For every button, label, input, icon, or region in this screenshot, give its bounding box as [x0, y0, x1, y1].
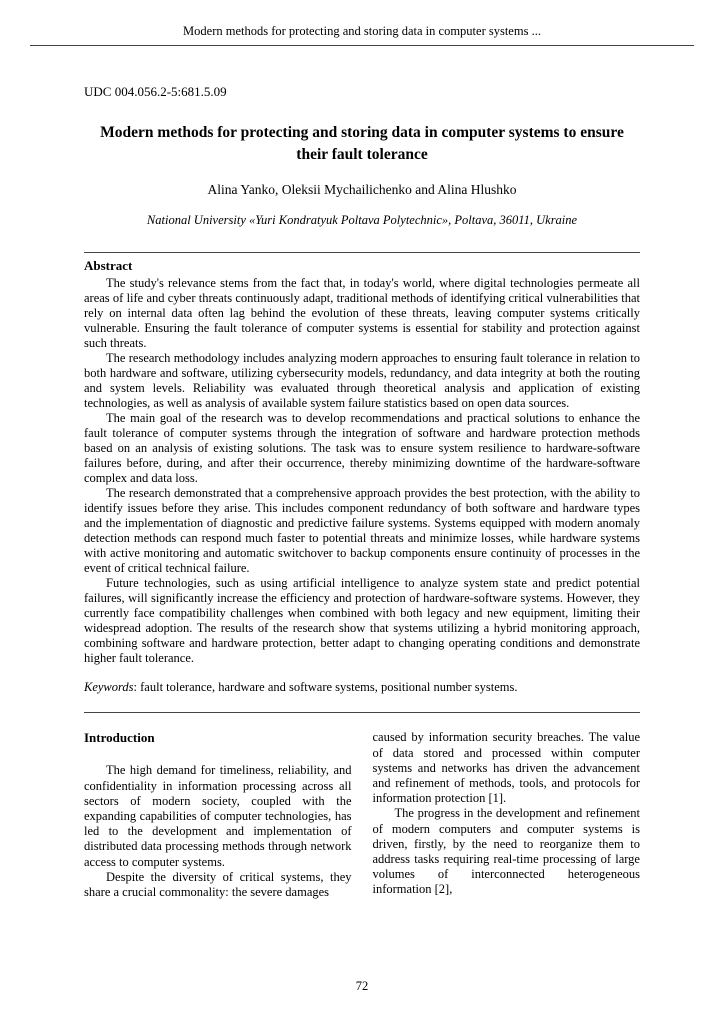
paper-content — [84, 84, 640, 900]
body-paragraph: caused by information security breaches. The value of data stored and processed within computer systems and networks has driven the advancement and refinement of methods, tools, and protocols for information protection [1]. — [372, 730, 640, 806]
authors-line: Alina Yanko, Oleksii Mychailichenko and Alina Hlushko — [207, 182, 517, 198]
body-paragraph: The high demand for timeliness, reliability, and confidentiality in information processing across all sectors of modern society, coupled with the expanding capabilities of computer technologies, has led to the development and implementation of distributed data processing methods through network access to computer systems. — [84, 763, 352, 869]
header-divider — [30, 45, 694, 46]
keywords-label: Keywords — [84, 680, 134, 695]
affiliation-line: National University «Yuri Kondratyuk Poltava Polytechnic», Poltava, 36011, Ukraine — [146, 213, 578, 228]
column-left — [84, 730, 352, 900]
abstract-section — [84, 276, 640, 666]
abstract-paragraph: The main goal of the research was to develop recommendations and practical solutions to enhance the fault tolerance of computer systems through the integration of software and hardware protection methods based on an analysis of existing solutions. The task was to ensure system resilience to hardware-software failures before, during, and after their occurrence, thereby minimizing downtime of the hardware-software complex and data loss. — [84, 411, 640, 486]
udc-code: UDC 004.056.2-5:681.5.09 — [84, 84, 227, 99]
body-paragraph: Despite the diversity of critical systems, they share a crucial commonality: the severe damages — [84, 869, 352, 899]
abstract-heading: Abstract — [84, 258, 133, 274]
abstract-paragraph: The research demonstrated that a comprehensive approach provides the best protection, with the ability to identify issues before they arise. This includes component redundancy of both software and hardware types and the implementation of diagnostic and predictive failure systems. Systems equipped with modern anomaly detection methods can respond much faster to potential threats and minimize losses, while hardware systems with active monitoring and automatic switchover to backup components ensure continuity of processes in the event of critical technical failure. — [84, 486, 640, 576]
keywords-divider — [84, 712, 640, 713]
abstract-paragraph: Future technologies, such as using artificial intelligence to analyze system state and predict potential failures, will significantly increase the efficiency and protection of hardware-software systems. However, they currently face compatibility challenges when combined with both legacy and new equipment, limiting their widespread adoption. The results of the research show that systems utilizing a hybrid monitoring approach, combining software and hardware protection, better adapt to changing operating conditions and demonstrate higher fault tolerance. — [84, 576, 640, 666]
keywords-line — [84, 680, 640, 695]
two-column-body — [84, 730, 640, 900]
abstract-divider — [84, 252, 640, 253]
column-right — [373, 730, 641, 900]
running-title: Modern methods for protecting and storing data in computer systems ... — [183, 24, 541, 38]
keywords-text: : fault tolerance, hardware and software systems, positional number systems. — [133, 680, 518, 695]
paper-title: Modern methods for protecting and storing data in computer systems to ensure their fault tolerance — [100, 124, 624, 163]
body-paragraph: The progress in the development and refinement of modern computers and computer systems is driven, firstly, by the need to reorganize them to address tasks requiring real-time processing of large volumes of interconnected heterogeneous information [2], — [372, 806, 640, 897]
page-number: 72 — [355, 979, 369, 993]
page-header — [0, 0, 724, 46]
abstract-paragraph: The research methodology includes analyzing modern approaches to ensuring fault tolerance in relation to both hardware and software, utilizing cybersecurity models, redundancy, and data integrity at both the routing and system levels. Reliability was evaluated through theoretical analysis and application of existing technologies, as well as analysis of available system failure statistics based on open data sources. — [84, 351, 640, 411]
abstract-paragraph: The study's relevance stems from the fact that, in today's world, where digital technologies permeate all areas of life and cyber threats continuously adapt, traditional methods of identifying critical vulnerabilities that rely on internal data often lag behind the evolution of these threats, leaving computer systems critically vulnerable. Ensuring the fault tolerance of computer systems is essential for stability and protection against such threats. — [84, 276, 640, 351]
introduction-heading: Introduction — [84, 730, 155, 746]
